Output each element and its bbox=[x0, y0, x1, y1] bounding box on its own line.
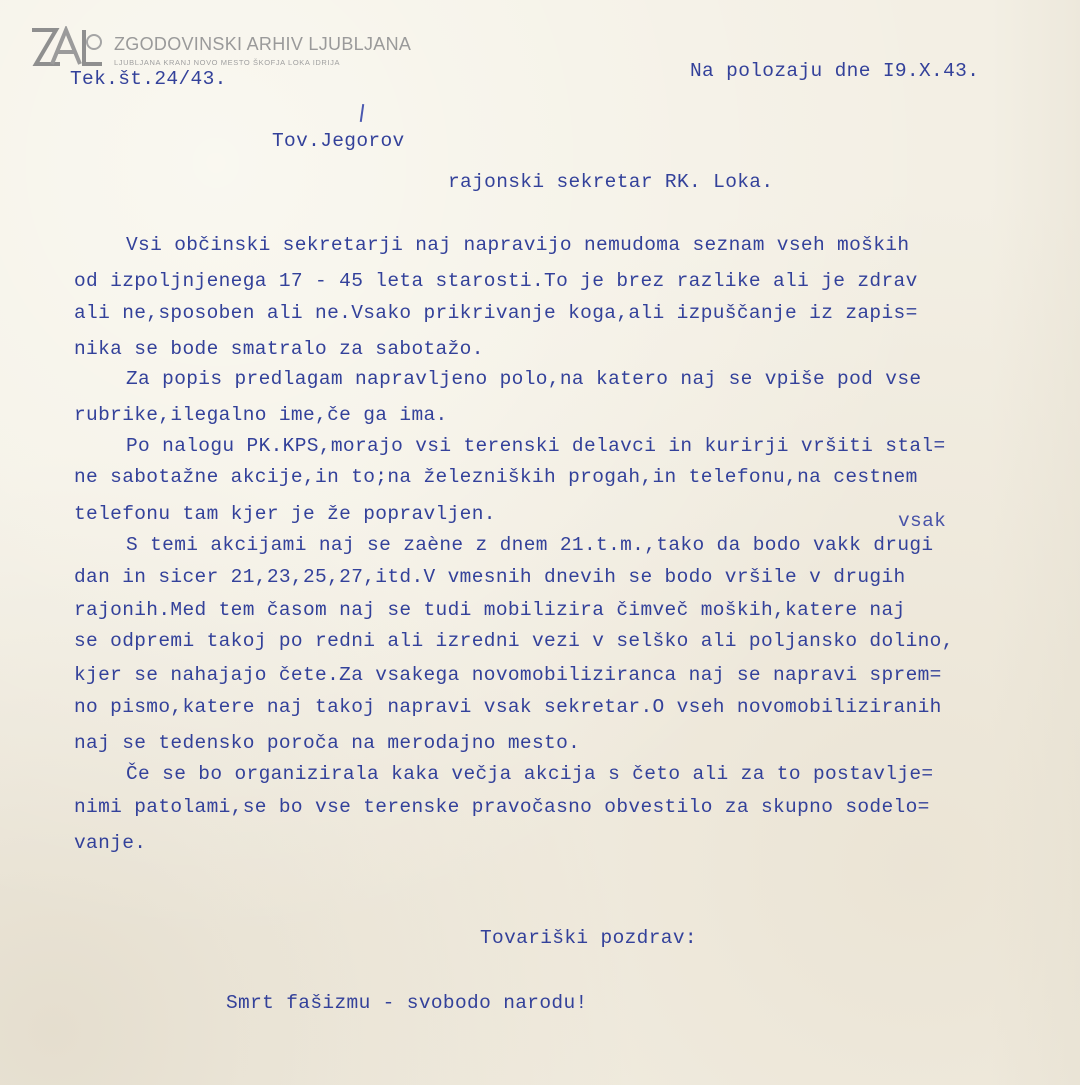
body-line: rajonih.Med tem časom naj se tudi mobilizira čimveč moških,katere naj bbox=[74, 599, 906, 621]
paper-edge-shading bbox=[990, 0, 1080, 1085]
archive-name: ZGODOVINSKI ARHIV LJUBLJANA bbox=[114, 34, 412, 54]
body-line: nimi patolami,se bo vse terenske pravočasno obvestilo za skupno sodelo= bbox=[74, 796, 930, 818]
reference-number: Tek.št.24/43. bbox=[70, 68, 227, 90]
body-line: dan in sicer 21,23,25,27,itd.V vmesnih dnevih se bodo vršile v drugih bbox=[74, 566, 906, 588]
body-line: ne sabotažne akcije,in to;na železniških progah,in telefonu,na cestnem bbox=[74, 466, 918, 488]
body-line: se odpremi takoj po redni ali izredni vezi v selško ali poljansko dolino, bbox=[74, 630, 954, 652]
body-line: rubrike,ilegalno ime,če ga ima. bbox=[74, 404, 448, 426]
body-line: kjer se nahajajo čete.Za vsakega novomobiliziranca naj se napravi sprem= bbox=[74, 664, 942, 686]
closing-slogan: Smrt fašizmu - svobodo narodu! bbox=[226, 992, 588, 1014]
recipient-title: rajonski sekretar RK. Loka. bbox=[448, 171, 774, 193]
body-line: Po nalogu PK.KPS,morajo vsi terenski delavci in kurirji vršiti stal= bbox=[126, 435, 946, 457]
body-line: vanje. bbox=[74, 832, 147, 854]
body-line: Če se bo organizirala kaka večja akcija s četo ali za to postavlje= bbox=[126, 763, 934, 785]
body-line: no pismo,katere naj takoj napravi vsak sekretar.O vseh novomobiliziranih bbox=[74, 696, 942, 718]
body-line: telefonu tam kjer je že popravljen. bbox=[74, 503, 496, 525]
recipient-name: Tov.Jegorov bbox=[272, 130, 405, 152]
pencil-mark bbox=[360, 104, 364, 122]
place-and-date: Na polozaju dne I9.X.43. bbox=[690, 60, 980, 82]
closing-greeting: Tovariški pozdrav: bbox=[480, 927, 697, 949]
zal-logo-icon bbox=[30, 26, 104, 70]
body-line: Za popis predlagam napravljeno polo,na katero naj se vpiše pod vse bbox=[126, 368, 922, 390]
body-line: ali ne,sposoben ali ne.Vsako prikrivanje koga,ali izpuščanje iz zapis= bbox=[74, 302, 918, 324]
body-line: od izpoljnjenega 17 - 45 leta starosti.To je brez razlike ali je zdrav bbox=[74, 270, 918, 292]
body-line: Vsi občinski sekretarji naj napravijo nemudoma seznam vseh moških bbox=[126, 234, 910, 256]
inserted-word: vsak bbox=[898, 510, 947, 532]
body-line: S temi akcijami naj se zaène z dnem 21.t.m.,tako da bodo vakk drugi bbox=[126, 534, 934, 556]
body-line: nika se bode smatralo za sabotažo. bbox=[74, 338, 484, 360]
body-line: naj se tedensko poroča na merodajno mesto. bbox=[74, 732, 581, 754]
archive-locations: LJUBLJANA KRANJ NOVO MESTO ŠKOFJA LOKA IDRIJA bbox=[114, 58, 341, 67]
